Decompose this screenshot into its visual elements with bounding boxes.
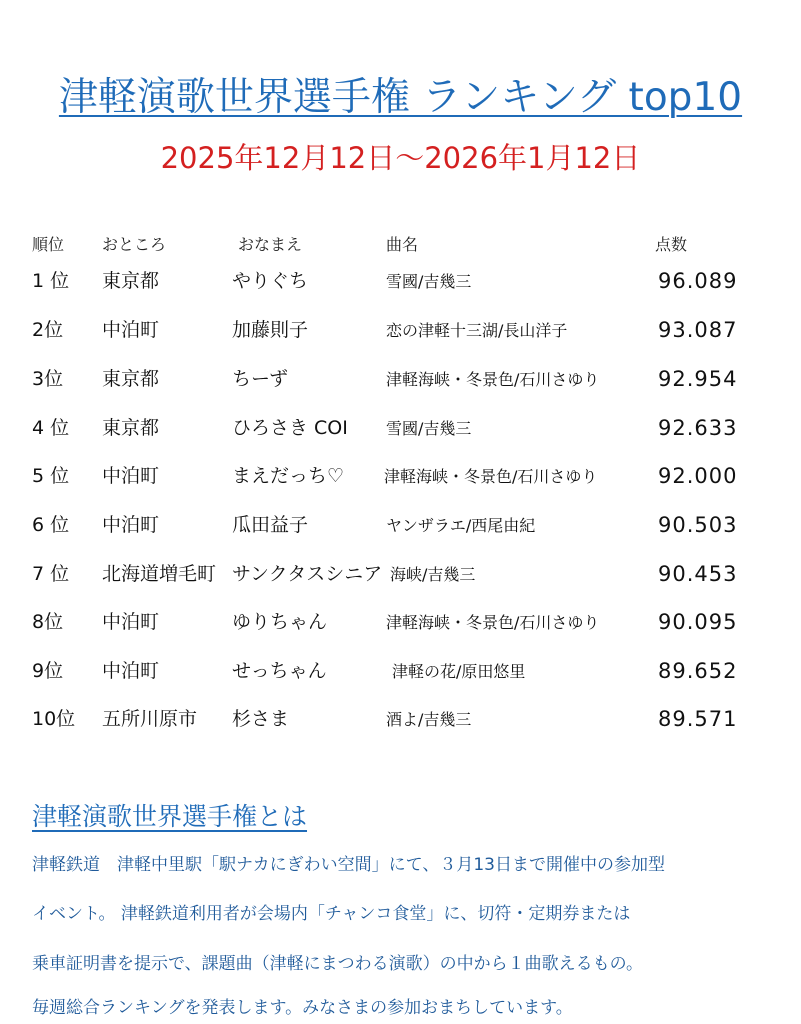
row-rank: 10位 — [32, 708, 76, 730]
row-rank: 8位 — [32, 611, 64, 633]
date-range: 2025年12月12日～2026年1月12日 — [160, 141, 641, 175]
row-score: 90.095 — [658, 610, 738, 634]
row-song: 津軽海峡・冬景色/石川さゆり — [386, 370, 600, 389]
row-song: 酒よ/吉幾三 — [386, 710, 472, 729]
row-song: 雪國/吉幾三 — [386, 272, 472, 291]
row-place: 中泊町 — [102, 660, 160, 682]
row-name: せっちゃん — [232, 660, 327, 682]
row-score: 93.087 — [658, 318, 738, 342]
row-rank: 4 位 — [32, 417, 70, 439]
row-score: 92.633 — [658, 416, 738, 440]
row-score: 96.089 — [658, 269, 738, 293]
row-rank: 6 位 — [32, 514, 70, 536]
row-score: 92.954 — [658, 367, 738, 391]
row-place: 五所川原市 — [102, 708, 198, 730]
about-line: イベント。 津軽鉄道利用者が会場内「チャンコ食堂」に、切符・定期券または — [32, 904, 631, 924]
row-name: やりぐち — [232, 270, 309, 292]
row-rank: 5 位 — [32, 465, 70, 487]
row-name: ひろさき COI — [232, 417, 348, 439]
header-name: おなまえ — [238, 235, 303, 254]
row-song: 津軽海峡・冬景色/石川さゆり — [384, 467, 598, 486]
row-name: まえだっち♡ — [232, 465, 345, 487]
row-name: 加藤則子 — [232, 319, 309, 341]
row-song: 雪國/吉幾三 — [386, 419, 472, 438]
row-place: 北海道増毛町 — [102, 563, 217, 585]
row-song: 津軽の花/原田悠里 — [392, 662, 526, 681]
row-rank: 1 位 — [32, 270, 70, 292]
header-song: 曲名 — [386, 235, 419, 254]
row-score: 92.000 — [658, 464, 738, 488]
row-place: 中泊町 — [102, 611, 160, 633]
row-score: 90.503 — [658, 513, 738, 537]
row-name: 杉さま — [232, 708, 290, 730]
about-line: 乗車証明書を提示で、課題曲（津軽にまつわる演歌）の中から１曲歌えるもの。 — [32, 954, 643, 974]
header-rank: 順位 — [32, 235, 65, 254]
row-place: 東京都 — [102, 270, 160, 292]
row-rank: 7 位 — [32, 563, 70, 585]
row-rank: 9位 — [32, 660, 64, 682]
row-rank: 2位 — [32, 319, 64, 341]
about-heading: 津軽演歌世界選手権とは — [32, 802, 308, 831]
row-name: 瓜田益子 — [232, 514, 309, 536]
row-place: 中泊町 — [102, 319, 160, 341]
header-score: 点数 — [655, 235, 688, 254]
row-name: サンクタスシニア — [232, 563, 383, 585]
page-title: 津軽演歌世界選手権 ランキング top10 — [58, 75, 743, 120]
row-place: 中泊町 — [102, 514, 160, 536]
row-score: 89.652 — [658, 659, 738, 683]
row-place: 東京都 — [102, 417, 160, 439]
row-name: ゆりちゃん — [232, 611, 328, 633]
header-place: おところ — [102, 235, 167, 254]
row-song: 津軽海峡・冬景色/石川さゆり — [386, 613, 600, 632]
row-song: 恋の津軽十三湖/長山洋子 — [386, 321, 568, 340]
row-song: ヤンザラエ/西尾由紀 — [386, 516, 536, 535]
row-name: ちーず — [232, 368, 289, 390]
row-rank: 3位 — [32, 368, 64, 390]
row-score: 90.453 — [658, 562, 738, 586]
row-place: 中泊町 — [102, 465, 160, 487]
about-line: 津軽鉄道 津軽中里駅「駅ナカにぎわい空間」にて、３月13日まで開催中の参加型 — [32, 855, 665, 875]
about-line: 毎週総合ランキングを発表します。みなさまの参加おまちしています。 — [32, 998, 573, 1018]
row-place: 東京都 — [102, 368, 160, 390]
row-score: 89.571 — [658, 707, 738, 731]
row-song: 海峡/吉幾三 — [390, 565, 476, 584]
